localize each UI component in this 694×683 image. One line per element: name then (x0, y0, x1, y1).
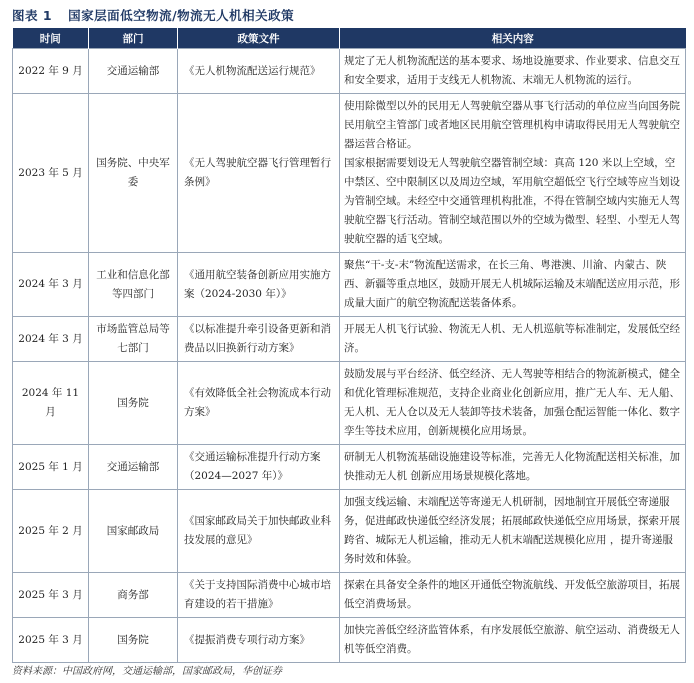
time-cell: 2024 年 3 月 (13, 253, 89, 317)
figure-number: 图表 1 (12, 8, 53, 23)
content-paragraph: 聚焦“干-支-末”物流配送需求，在长三角、粤港澳、川渝、内蒙古、陕西、新疆等重点地区，鼓励开展无人机城际运输及末端配送应用示范，形成量大面广的航空物流配送装备体系。 (344, 259, 680, 309)
header-time: 时间 (13, 28, 89, 49)
content-paragraph: 鼓励发展与平台经济、低空经济、无人驾驶等相结合的物流新模式，健全和优化管理标准规范，支持企业商业化创新应用，推广无人车、无人船、无人机、无人仓以及无人装卸等技术装备，加强仓配运智能一体化、数字孪生等技术应用，创新规模化应用场景。 (344, 368, 680, 437)
header-related-content: 相关内容 (340, 28, 686, 49)
department-cell: 工业和信息化部等四部门 (89, 253, 178, 317)
department-cell: 市场监管总局等七部门 (89, 317, 178, 362)
time-cell: 2025 年 3 月 (13, 618, 89, 663)
table-row (13, 317, 686, 362)
policy-document-cell: 《交通运输标准提升行动方案（2024—2027 年）》 (178, 445, 340, 490)
policy-document-cell: 《提振消费专项行动方案》 (178, 618, 340, 663)
department-cell: 国家邮政局 (89, 490, 178, 573)
table-row (13, 445, 686, 490)
content-paragraph: 研制无人机物流基础设施建设等标准，完善无人化物流配送相关标准，加快推动无人机 创新应用场景规模化落地。 (344, 451, 680, 482)
policy-document-cell: 《无人驾驶航空器飞行管理暂行条例》 (178, 94, 340, 253)
table-row (13, 573, 686, 618)
figure-title-text: 国家层面低空物流/物流无人机相关政策 (68, 8, 295, 23)
time-cell: 2024 年 3 月 (13, 317, 89, 362)
time-cell: 2022 年 9 月 (13, 49, 89, 94)
department-cell: 国务院、中央军委 (89, 94, 178, 253)
header-department: 部门 (89, 28, 178, 49)
time-cell: 2024 年 11 月 (13, 362, 89, 445)
header-policy-document: 政策文件 (178, 28, 340, 49)
table-row (13, 253, 686, 317)
table-row (13, 49, 686, 94)
content-paragraph: 探索在具备安全条件的地区开通低空物流航线、开发低空旅游项目，拓展低空消费场景。 (344, 579, 680, 610)
policy-document-cell: 《国家邮政局关于加快邮政业科技发展的意见》 (178, 490, 340, 573)
time-cell: 2025 年 3 月 (13, 573, 89, 618)
time-cell: 2023 年 5 月 (13, 94, 89, 253)
policy-document-cell: 《通用航空装备创新应用实施方案（2024-2030 年）》 (178, 253, 340, 317)
time-cell: 2025 年 1 月 (13, 445, 89, 490)
department-cell: 交通运输部 (89, 445, 178, 490)
related-content-cell (340, 573, 686, 618)
content-paragraph: 规定了无人机物流配送的基本要求、场地设施要求、作业要求、信息交互和安全要求，适用于支线无人机物流、末端无人机物流的运行。 (344, 55, 680, 86)
table-body (13, 49, 686, 663)
content-paragraph: 开展无人机飞行试验、物流无人机、无人机巡航等标准制定，发展低空经济。 (344, 323, 680, 354)
policy-document-cell: 《以标准提升牵引设备更新和消费品以旧换新行动方案》 (178, 317, 340, 362)
policy-table (12, 28, 686, 663)
department-cell: 交通运输部 (89, 49, 178, 94)
content-paragraph: 加强支线运输、末端配送等寄递无人机研制，因地制宜开展低空寄递服务，促进邮政快递低空经济发展；拓展邮政快递低空应用场景，探索开展跨省、城际无人机运输，推动无人机末端配送规模化应用 ，提升寄递服务时效和体验。 (344, 496, 680, 565)
table-header-row (13, 28, 686, 49)
department-cell: 国务院 (89, 618, 178, 663)
department-cell: 国务院 (89, 362, 178, 445)
content-paragraph: 加快完善低空经济监管体系，有序发展低空旅游、航空运动、消费级无人机等低空消费。 (344, 624, 680, 655)
table-row (13, 618, 686, 663)
related-content-cell (340, 618, 686, 663)
department-cell: 商务部 (89, 573, 178, 618)
source-note: 资料来源：中国政府网，交通运输部，国家邮政局，华创证券 (12, 666, 282, 677)
related-content-cell (340, 49, 686, 94)
time-cell: 2025 年 2 月 (13, 490, 89, 573)
related-content-cell (340, 490, 686, 573)
related-content-cell (340, 362, 686, 445)
table-row (13, 94, 686, 253)
policy-document-cell: 《关于支持国际消费中心城市培育建设的若干措施》 (178, 573, 340, 618)
table-row (13, 490, 686, 573)
content-paragraph: 国家根据需要划设无人驾驶航空器管制空域：真高 120 米以上空域，空中禁区、空中限制区以及周边空域，军用航空超低空飞行空域等应当划设为管制空域。未经空中交通管理机构批准，不得在管制空域内实施无人驾驶航空器飞行活动。管制空域范围以外的空域为微型、轻型、小型无人驾驶航空器的适飞空域。 (344, 157, 680, 245)
content-paragraph: 使用除微型以外的民用无人驾驶航空器从事飞行活动的单位应当向国务院民用航空主管部门或者地区民用航空管理机构申请取得民用无人驾驶航空器运营合格证。 (344, 100, 680, 150)
related-content-cell (340, 317, 686, 362)
figure-title (12, 6, 294, 24)
related-content-cell (340, 253, 686, 317)
policy-document-cell: 《无人机物流配送运行规范》 (178, 49, 340, 94)
related-content-cell (340, 94, 686, 253)
policy-document-cell: 《有效降低全社会物流成本行动方案》 (178, 362, 340, 445)
table-row (13, 362, 686, 445)
related-content-cell (340, 445, 686, 490)
